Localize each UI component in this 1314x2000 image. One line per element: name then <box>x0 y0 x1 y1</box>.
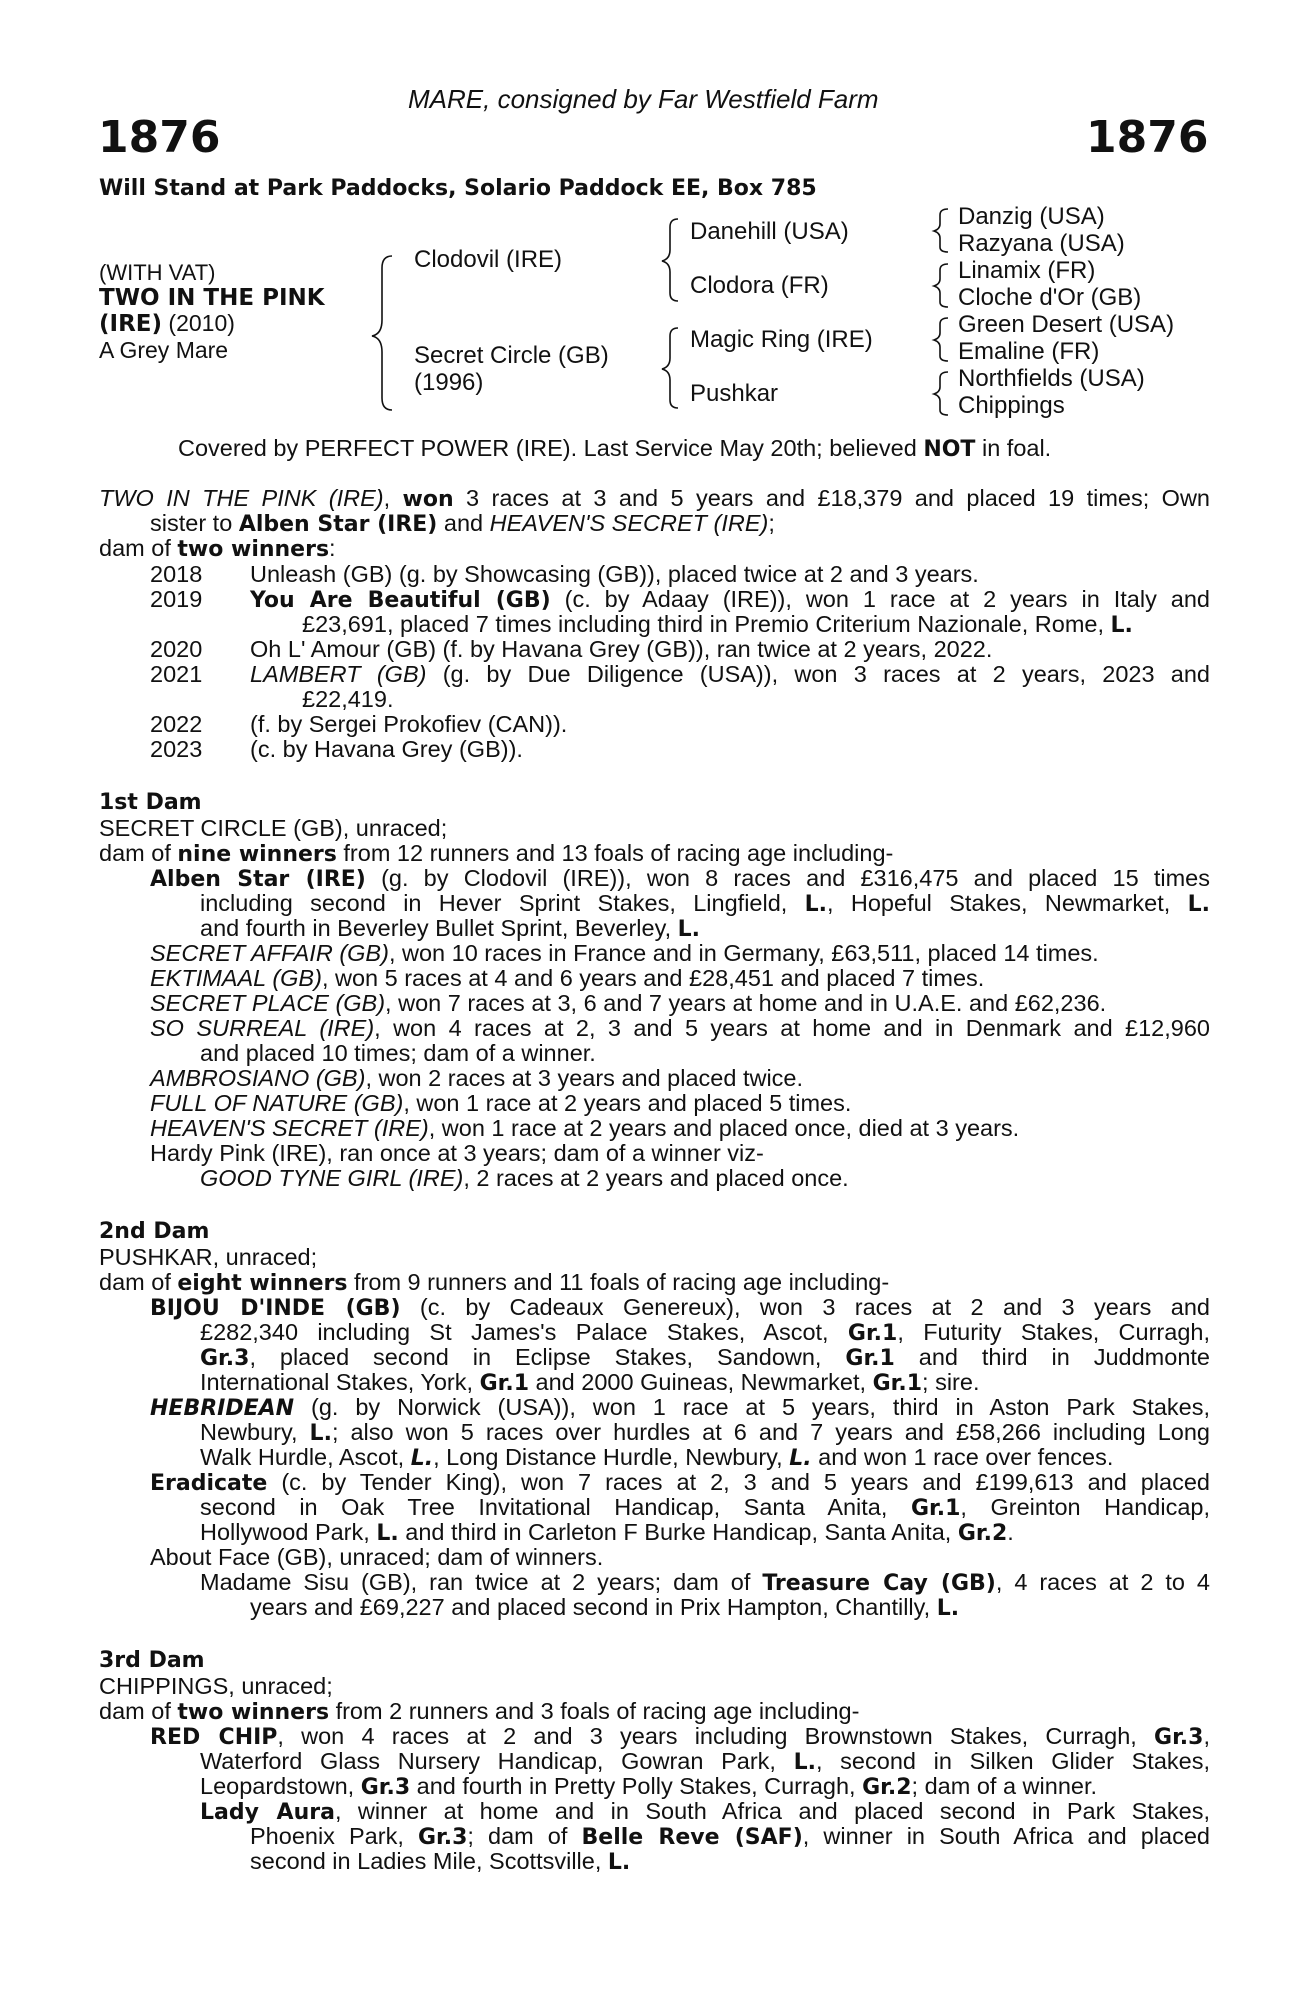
produce-year: 2023 <box>150 736 203 762</box>
group-marker: Gr.3 <box>417 1825 468 1850</box>
progeny-text: Waterford Glass Nursery Handicap, Gowran Park, <box>200 1748 794 1774</box>
record-sep: , <box>383 485 403 511</box>
progeny-text: ; sire. <box>922 1369 980 1395</box>
produce-year: 2021 <box>150 661 203 687</box>
record-line-3 <box>99 536 336 563</box>
listed-marker: L. <box>309 1421 332 1446</box>
listed-marker: L. <box>1110 613 1133 638</box>
lot-number-right: 1876 <box>1086 112 1209 163</box>
progeny-text: Newbury, <box>200 1419 310 1445</box>
brace-g3-1 <box>934 209 948 252</box>
progeny-text: Leopardstown, <box>200 1773 361 1799</box>
progeny-line <box>150 1066 803 1092</box>
produce-continuation <box>302 612 1133 639</box>
alben-line-3 <box>200 916 700 943</box>
eradicate-line-3 <box>200 1520 1014 1547</box>
progeny-text: years and £69,227 and placed second in Prix Hampton, Chantilly, <box>250 1594 937 1620</box>
dam3-name: CHIPPINGS, unraced; <box>99 1673 333 1699</box>
alben-text: and fourth in Beverley Bullet Sprint, Beverley, <box>200 915 678 941</box>
alben-name: Alben Star (IRE) <box>150 867 366 892</box>
pedigree-g3-8: Chippings <box>958 392 1065 419</box>
group-marker: Gr.1 <box>872 1371 923 1396</box>
brace-g3-2 <box>934 264 948 307</box>
brace-g3-4 <box>934 372 948 415</box>
covered-end: in foal. <box>975 435 1052 461</box>
horse-year: (2010) <box>162 310 235 336</box>
covered-line <box>178 436 1051 463</box>
bijou-line-1 <box>150 1295 1210 1322</box>
produce-cont-text: £23,691, placed 7 times including third in Premio Criterium Nazionale, Rome, <box>302 611 1111 637</box>
progeny-text: , Futurity Stakes, Curragh, <box>897 1319 1210 1345</box>
listed-marker: L. <box>677 917 701 942</box>
pedigree-g3-3: Linamix (FR) <box>958 257 1096 284</box>
progeny-text: , won 7 races at 3, 6 and 7 years at home and in U.A.E. and £62,236. <box>385 990 1107 1016</box>
madame-line-1 <box>200 1570 1210 1597</box>
progeny-name: EKTIMAAL (GB) <box>150 965 322 991</box>
record-sibling-1: Alben Star (IRE) <box>238 512 438 537</box>
progeny-text: , winner in South Africa and placed <box>802 1823 1210 1849</box>
progeny-line <box>150 966 984 992</box>
progeny-text: , <box>1203 1723 1210 1749</box>
progeny-text: International Stakes, York, <box>200 1369 480 1395</box>
progeny-text: , Greinton Handicap, <box>960 1494 1210 1520</box>
lady-line-2 <box>250 1824 1210 1851</box>
progeny-text: ; dam of <box>467 1823 582 1849</box>
produce-name-bold: You Are Beautiful (GB) <box>250 588 551 613</box>
progeny-text: £282,340 including St James's Palace Stakes, Ascot, <box>200 1319 848 1345</box>
progeny-text: ; also won 5 races over hurdles at 6 and 7 years and £58,266 including Long <box>331 1419 1210 1445</box>
produce-text <box>250 587 1210 614</box>
bijou-line-2 <box>200 1320 1210 1347</box>
damof-text: dam of <box>99 1269 178 1295</box>
progeny-text: (c. by Tender King), won 7 races at 2, 3 and 5 years and £199,613 and placed <box>267 1469 1210 1495</box>
progeny-text: and third in Juddmonte <box>894 1344 1210 1370</box>
brace-dam <box>662 328 678 408</box>
record-damof: dam of <box>99 535 178 561</box>
redchip-line-1 <box>150 1724 1210 1751</box>
produce-continuation: £22,419. <box>302 686 394 712</box>
produce-text: (c. by Havana Grey (GB)). <box>250 736 523 762</box>
progeny-text: ; dam of a winner. <box>911 1773 1098 1799</box>
pedigree-g3-5: Green Desert (USA) <box>958 311 1175 338</box>
group-marker: Gr.1 <box>847 1321 898 1346</box>
group-marker: Gr.2 <box>957 1521 1008 1546</box>
group-marker: Gr.1 <box>479 1371 530 1396</box>
record-and: and <box>437 510 490 536</box>
produce-name-italic: LAMBERT (GB) <box>250 661 427 687</box>
progeny-text: , won 4 races at 2, 3 and 5 years at home and in Denmark and £12,960 <box>374 1015 1210 1041</box>
listed-marker: L. <box>789 1446 812 1471</box>
listed-marker: L. <box>1187 892 1210 917</box>
dam1-name: SECRET CIRCLE (GB), unraced; <box>99 815 448 841</box>
progeny-text: and won 1 race over fences. <box>811 1444 1114 1470</box>
record-sister-text: sister to <box>150 510 239 536</box>
vat-label: (WITH VAT) <box>99 260 216 285</box>
brace-main <box>372 256 392 410</box>
damof-rest: from 12 runners and 13 foals of racing age including- <box>336 840 894 866</box>
progeny-text: , won 10 races in France and in Germany, £63,511, placed 14 times. <box>388 940 1099 966</box>
progeny-line <box>150 1016 1210 1042</box>
lot-number-left: 1876 <box>98 112 221 163</box>
progeny-line <box>150 991 1106 1017</box>
alben-text: , Hopeful Stakes, Newmarket, <box>827 890 1188 916</box>
progeny-text: , placed second in Eclipse Stakes, Sandown, <box>249 1344 846 1370</box>
progeny-text: , won 5 races at 4 and 6 years and £28,451 and placed 7 times. <box>321 965 985 991</box>
pedigree-g3-2: Razyana (USA) <box>958 230 1125 257</box>
damof-text: dam of <box>99 1698 178 1724</box>
pedigree-dam: Secret Circle (GB) <box>414 342 609 369</box>
dam2-dam-of <box>99 1270 889 1297</box>
pedigree-dam-year: (1996) <box>414 369 484 396</box>
progeny-name: HEBRIDEAN <box>150 1396 295 1421</box>
progeny-text: , won 1 race at 2 years and placed 5 times. <box>403 1090 852 1116</box>
group-marker: Gr.1 <box>910 1496 961 1521</box>
progeny-text: (g. by Norwick (USA)), won 1 race at 5 years, third in Aston Park Stakes, <box>294 1394 1210 1420</box>
produce-text <box>250 662 1210 688</box>
progeny-name: Belle Reve (SAF) <box>581 1825 803 1850</box>
section-heading-2nd-dam: 2nd Dam <box>99 1219 210 1244</box>
bijou-line-3 <box>200 1345 1210 1372</box>
progeny-text: Hollywood Park, <box>200 1519 377 1545</box>
section-heading-3rd-dam: 3rd Dam <box>99 1648 205 1673</box>
winners-count: nine winners <box>177 842 337 867</box>
covered-text: Covered by PERFECT POWER (IRE). Last Service May 20th; believed <box>178 435 924 461</box>
record-won: won <box>402 487 454 512</box>
pedigree-sire-dam: Clodora (FR) <box>690 272 829 299</box>
eradicate-line-1 <box>150 1470 1210 1497</box>
record-sibling-2: HEAVEN'S SECRET (IRE) <box>489 510 769 536</box>
eradicate-line-2 <box>200 1495 1210 1522</box>
damof-text: dam of <box>99 840 178 866</box>
record-horse-name: TWO IN THE PINK (IRE) <box>99 485 384 511</box>
alben-text: (g. by Clodovil (IRE)), won 8 races and £316,475 and placed 15 times <box>365 865 1210 891</box>
listed-marker: L. <box>410 1446 434 1471</box>
progeny-name: Lady Aura <box>200 1800 335 1825</box>
winners-count: two winners <box>177 1700 330 1725</box>
progeny-text: , won 1 race at 2 years and placed once, died at 3 years. <box>428 1115 1020 1141</box>
lady-line-1 <box>200 1799 1210 1826</box>
brace-sire <box>662 219 678 301</box>
progeny-name: RED CHIP <box>150 1725 278 1750</box>
progeny-name: AMBROSIANO (GB) <box>150 1065 366 1091</box>
stabling-line: Will Stand at Park Paddocks, Solario Paddock EE, Box 785 <box>99 176 817 201</box>
pedigree-sire: Clodovil (IRE) <box>414 246 563 273</box>
progeny-text: and fourth in Pretty Polly Stakes, Curragh, <box>410 1773 863 1799</box>
progeny-name: HEAVEN'S SECRET (IRE) <box>150 1115 429 1141</box>
group-marker: Gr.3 <box>360 1775 411 1800</box>
progeny-name: Eradicate <box>150 1471 268 1496</box>
covered-not: NOT <box>923 437 976 462</box>
progeny-text: , 4 races at 2 to 4 <box>995 1569 1210 1595</box>
record-winners-count: two winners <box>177 537 330 562</box>
progeny-text: and 2000 Guineas, Newmarket, <box>529 1369 873 1395</box>
produce-year: 2019 <box>150 586 203 612</box>
progeny-text: second in Ladies Mile, Scottsville, <box>250 1848 608 1874</box>
progeny-text: Phoenix Park, <box>250 1823 418 1849</box>
progeny-line: Hardy Pink (IRE), ran once at 3 years; dam of a winner viz- <box>150 1140 764 1166</box>
dam2-name: PUSHKAR, unraced; <box>99 1244 318 1270</box>
progeny-name: SO SURREAL (IRE) <box>150 1015 375 1041</box>
horse-name: TWO IN THE PINK <box>99 285 325 311</box>
dam1-dam-of <box>99 841 893 868</box>
pedigree-g3-4: Cloche d'Or (GB) <box>958 284 1142 311</box>
record-summary: 3 races at 3 and 5 years and £18,379 and placed 19 times; Own <box>453 485 1210 511</box>
progeny-text: , won 4 races at 2 and 3 years including Brownstown Stakes, Curragh, <box>277 1723 1155 1749</box>
progeny-text: and third in Carleton F Burke Handicap, Santa Anita, <box>398 1519 958 1545</box>
listed-marker: L. <box>804 892 828 917</box>
progeny-text: , second in Silken Glider Stakes, <box>815 1748 1210 1774</box>
produce-year: 2020 <box>150 636 203 662</box>
group-marker: Gr.2 <box>862 1775 912 1800</box>
bijou-line-4 <box>200 1370 979 1397</box>
lady-line-3 <box>250 1849 630 1876</box>
produce-text: (f. by Sergei Prokofiev (CAN)). <box>250 711 568 737</box>
progeny-text: second in Oak Tree Invitational Handicap, Santa Anita, <box>200 1494 911 1520</box>
group-marker: Gr.3 <box>200 1346 250 1371</box>
produce-text: Unleash (GB) (g. by Showcasing (GB)), placed twice at 2 and 3 years. <box>250 561 979 587</box>
listed-marker: L. <box>793 1750 816 1775</box>
grandprogeny-line <box>200 1166 849 1192</box>
hebridean-line-1 <box>150 1395 1210 1422</box>
progeny-text: , 2 races at 2 years and placed once. <box>463 1165 849 1191</box>
pedigree-sire-sire: Danehill (USA) <box>690 218 849 245</box>
progeny-continuation: and placed 10 times; dam of a winner. <box>200 1040 596 1066</box>
progeny-line <box>150 1091 851 1117</box>
redchip-line-3 <box>200 1774 1097 1801</box>
progeny-text: , won 2 races at 3 years and placed twice. <box>365 1065 804 1091</box>
produce-year: 2022 <box>150 711 203 737</box>
record-line-1 <box>99 486 1210 513</box>
progeny-name: FULL OF NATURE (GB) <box>150 1090 404 1116</box>
dam3-dam-of <box>99 1699 859 1726</box>
progeny-text: Madame Sisu (GB), ran twice at 2 years; dam of <box>200 1569 763 1595</box>
winners-count: eight winners <box>177 1271 348 1296</box>
alben-text: including second in Hever Sprint Stakes, Lingfield, <box>200 890 805 916</box>
progeny-name: GOOD TYNE GIRL (IRE) <box>200 1165 464 1191</box>
produce-year: 2018 <box>150 561 203 587</box>
group-marker: Gr.3 <box>1154 1725 1204 1750</box>
progeny-text: , Long Distance Hurdle, Newbury, <box>433 1444 790 1470</box>
consignor-line: MARE, consigned by Far Westfield Farm <box>408 84 879 114</box>
listed-marker: L. <box>607 1850 631 1875</box>
progeny-name: SECRET AFFAIR (GB) <box>150 940 389 966</box>
progeny-text: Walk Hurdle, Ascot, <box>200 1444 411 1470</box>
pedigree-g3-7: Northfields (USA) <box>958 365 1145 392</box>
progeny-name: BIJOU D'INDE (GB) <box>150 1296 401 1321</box>
progeny-name: SECRET PLACE (GB) <box>150 990 386 1016</box>
produce-details: (g. by Due Diligence (USA)), won 3 races at 2 years, 2023 and <box>426 661 1210 687</box>
pedigree-dam-sire: Magic Ring (IRE) <box>690 326 873 353</box>
produce-text: Oh L' Amour (GB) (f. by Havana Grey (GB)), ran twice at 2 years, 2022. <box>250 636 993 662</box>
damof-rest: from 9 runners and 11 foals of racing age including- <box>347 1269 890 1295</box>
horse-description: A Grey Mare <box>99 337 229 363</box>
pedigree-g3-6: Emaline (FR) <box>958 338 1100 365</box>
alben-line-1 <box>150 866 1210 893</box>
pedigree-dam-dam: Pushkar <box>690 380 779 407</box>
progeny-line <box>150 941 1099 967</box>
listed-marker: L. <box>376 1521 399 1546</box>
section-heading-1st-dam: 1st Dam <box>99 790 202 815</box>
progeny-line <box>150 1116 1019 1142</box>
alben-line-2 <box>200 891 1210 918</box>
madame-line-2 <box>250 1595 959 1622</box>
progeny-text: , winner at home and in South Africa and placed second in Park Stakes, <box>334 1798 1210 1824</box>
progeny-text: (c. by Cadeaux Genereux), won 3 races at 2 and 3 years and <box>400 1294 1210 1320</box>
listed-marker: L. <box>936 1596 960 1621</box>
produce-details: (c. by Adaay (IRE)), won 1 race at 2 years in Italy and <box>550 586 1210 612</box>
damof-rest: from 2 runners and 3 foals of racing age including- <box>329 1698 860 1724</box>
record-colon: : <box>329 535 336 561</box>
horse-country: (IRE) <box>99 311 163 337</box>
hebridean-line-3 <box>200 1445 1113 1472</box>
pedigree-g3-1: Danzig (USA) <box>958 203 1105 230</box>
record-line-2 <box>150 511 775 538</box>
progeny-text: . <box>1007 1519 1014 1545</box>
hebridean-line-2 <box>200 1420 1210 1447</box>
brace-g3-3 <box>934 318 948 361</box>
group-marker: Gr.1 <box>845 1346 895 1371</box>
redchip-line-2 <box>200 1749 1210 1776</box>
record-semicolon: ; <box>768 510 775 536</box>
progeny-line: About Face (GB), unraced; dam of winners. <box>150 1544 604 1570</box>
progeny-name: Treasure Cay (GB) <box>762 1571 996 1596</box>
